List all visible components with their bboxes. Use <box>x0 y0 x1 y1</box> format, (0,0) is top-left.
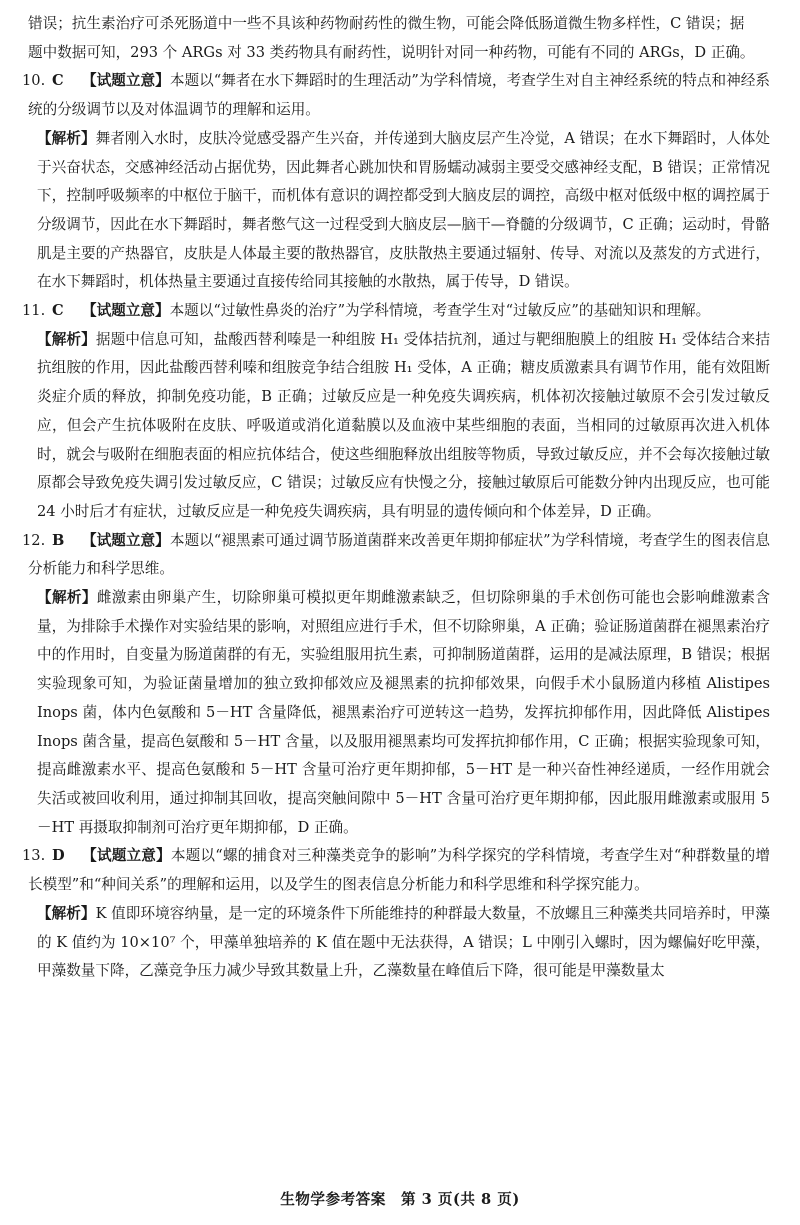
intent-text: 本题以“过敏性鼻炎的治疗”为学科情境，考查学生对“过敏反应”的基础知识和理解。 <box>169 302 711 320</box>
analysis-label: 【解析】 <box>37 904 96 922</box>
question-answer: C <box>52 72 64 90</box>
question-intent <box>22 842 770 899</box>
intent-text: 本题以“螺的捕食对三种藻类竞争的影响”为科学探究的学科情境，考查学生对“种群数量的增长模型”和“种间关系”的理解和运用，以及学生的图表信息分析能力和科学思维和科学探究能力。 <box>28 847 770 894</box>
intent-label: 【试题立意】 <box>82 531 170 549</box>
question-analysis <box>28 326 770 527</box>
question-analysis <box>28 584 770 842</box>
question-intent <box>22 67 770 124</box>
analysis-label: 【解析】 <box>37 589 97 607</box>
question-11 <box>22 297 770 527</box>
question-number: 10. <box>22 72 46 90</box>
analysis-label: 【解析】 <box>37 330 96 348</box>
analysis-label: 【解析】 <box>37 129 96 147</box>
intent-text: 本题以“舞者在水下舞蹈时的生理活动”为学科情境，考查学生对自主神经系统的特点和神经系统的分级调节以及对体温调节的理解和运用。 <box>28 72 770 119</box>
page-footer: 生物学参考答案 第 3 页(共 8 页) <box>280 1191 520 1208</box>
intent-label: 【试题立意】 <box>82 72 170 90</box>
analysis-text: K 值即环境容纳量，是一定的环境条件下所能维持的种群最大数量，不放螺且三种藻类共同培养时，甲藻的 K 值约为 10×10⁷ 个，甲藻单独培养的 K 值在题中无法获得，A 错误；L 中刚引入螺时，因为螺偏好吃甲藻，甲藻数量下降，乙藻竞争压力减少导致其数量上升，乙藻数量在峰值后下降，很可能是甲藻数量太 <box>37 904 770 980</box>
intent-label: 【试题立意】 <box>82 847 171 865</box>
question-12 <box>22 527 770 843</box>
question-analysis <box>28 900 770 986</box>
question-number: 11. <box>22 302 46 320</box>
question-intent <box>22 297 770 326</box>
question-13 <box>22 842 770 986</box>
analysis-text: 雌激素由卵巢产生，切除卵巢可模拟更年期雌激素缺乏，但切除卵巢的手术创伤可能也会影响雌激素含量，为排除手术操作对实验结果的影响，对照组应进行手术，但不切除卵巢，A 正确；验证肠道菌群在褪黑素治疗中的作用时，自变量为肠道菌群的有无，实验组服用抗生素，可抑制肠道菌群，运用的是减法原理，B 错误；根据实验现象可知，为验证菌量增加的独立致抑郁效应及褪黑素的抗抑郁效果，向假手术小鼠肠道内移植 Alistipes Inops 菌，体内色氨酸和 5－HT 含量降低，褪黑素治疗可逆转这一趋势，发挥抗抑郁作用，因此降低 Alistipes Inops 菌含量，提高色氨酸和 5－HT 含量，以及服用褪黑素均可发挥抗抑郁作用，C 正确；根据实验现象可知，提高雌激素水平、提高色氨酸和 5－HT 含量可治疗更年期抑郁，5－HT 是一种兴奋性神经递质，一经作用就会失活或被回收利用，通过抑制其回收，提高突触间隙中 5－HT 含量可治疗更年期抑郁，因此服用雌激素或服用 5－HT 再摄取抑制剂可治疗更年期抑郁，D 正确。 <box>37 589 770 836</box>
question-number: 13. <box>22 847 46 865</box>
continuation-line-2: 题中数据可知，293 个 ARGs 对 33 类药物具有耐药性，说明针对同一种药物，可能有不同的 ARGs，D 正确。 <box>28 43 755 61</box>
analysis-text: 据题中信息可知，盐酸西替利嗪是一种组胺 H₁ 受体拮抗剂，通过与靶细胞膜上的组胺 H₁ 受体结合来拮抗组胺的作用，因此盐酸西替利嗪和组胺竞争结合组胺 H₁ 受体，A 正确；糖皮质激素具有调节作用，能有效阻断炎症介质的释放，抑制免疫功能，B 正确；过敏反应是一种免疫失调疾病，机体初次接触过敏原不会引发过敏反应，但会产生抗体吸附在皮肤、呼吸道或消化道黏膜以及血液中某些细胞的表面，当相同的过敏原再次进入机体时，就会与吸附在细胞表面的相应抗体结合，使这些细胞释放出组胺等物质，导致过敏反应，并不会每次接触过敏原都会导致免疫失调引发过敏反应，C 错误；过敏反应有快慢之分，接触过敏原后可能数分钟内出现反应，也可能 24 小时后才有症状，过敏反应是一种免疫失调疾病，具有明显的遗传倾向和个体差异，D 正确。 <box>37 330 770 520</box>
question-number: 12. <box>22 531 46 549</box>
intent-label: 【试题立意】 <box>82 302 170 320</box>
question-answer: B <box>52 531 65 549</box>
intent-text: 本题以“褪黑素可通过调节肠道菌群来改善更年期抑郁症状”为学科情境，考查学生的图表信息分析能力和科学思维。 <box>28 531 770 578</box>
question-answer: D <box>52 847 65 865</box>
question-intent <box>22 527 770 584</box>
question-analysis <box>28 125 770 297</box>
question-answer: C <box>52 302 64 320</box>
continuation-line-1: 错误；抗生素治疗可杀死肠道中一些不具该种药物耐药性的微生物，可能会降低肠道微生物多样性，C 错误；据 <box>28 15 745 32</box>
question-10 <box>22 67 770 297</box>
analysis-text: 舞者刚入水时，皮肤冷觉感受器产生兴奋，并传递到大脑皮层产生冷觉，A 错误；在水下舞蹈时，人体处于兴奋状态，交感神经活动占据优势，因此舞者心跳加快和胃肠蠕动减弱主要受交感神经支配，B 错误；正常情况下，控制呼吸频率的中枢位于脑干，而机体有意识的调控都受到大脑皮层的调控，高级中枢对低级中枢的调控属于分级调节，因此在水下舞蹈时，舞者憋气这一过程受到大脑皮层—脑干—脊髓的分级调节，C 正确；运动时，骨骼肌是主要的产热器官，皮肤是人体最主要的散热器官，皮肤散热主要通过辐射、传导、对流以及蒸发的方式进行，在水下舞蹈时，机体热量主要通过直接传给同其接触的水散热，属于传导，D 错误。 <box>37 129 770 291</box>
